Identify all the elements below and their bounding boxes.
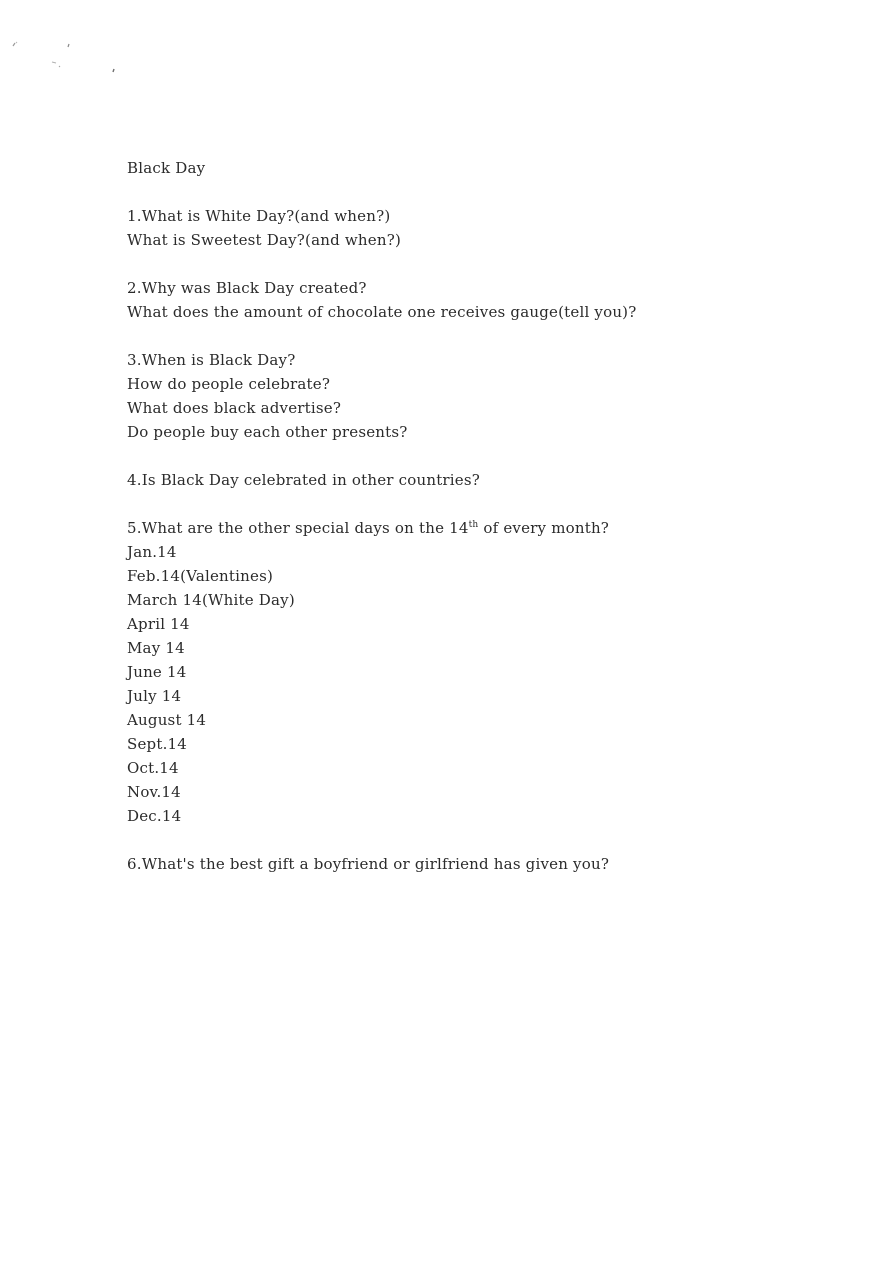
month-item: Jan.14 bbox=[127, 543, 177, 561]
question-6-line-1: 6.What's the best gift a boyfriend or girlfriend has given you? bbox=[127, 855, 610, 873]
month-item: Sept.14 bbox=[127, 735, 188, 753]
month-item: August 14 bbox=[127, 711, 207, 729]
question-5-superscript: th bbox=[468, 520, 479, 530]
month-item: April 14 bbox=[127, 615, 190, 633]
month-item: March 14(White Day) bbox=[127, 591, 295, 609]
question-5-heading bbox=[127, 516, 827, 540]
month-item: June 14 bbox=[127, 663, 187, 681]
question-3-line-2: How do people celebrate? bbox=[127, 375, 331, 393]
question-5-suffix: of every month? bbox=[478, 519, 610, 537]
month-item: July 14 bbox=[127, 687, 182, 705]
month-item: Oct.14 bbox=[127, 759, 179, 777]
document-body bbox=[127, 156, 827, 876]
question-3-line-3: What does black advertise? bbox=[127, 399, 342, 417]
question-3-line-1: 3.When is Black Day? bbox=[127, 351, 296, 369]
scan-specks bbox=[0, 0, 140, 90]
question-5-prefix: 5.What are the other special days on the 14 bbox=[127, 519, 469, 537]
month-item: May 14 bbox=[127, 639, 185, 657]
question-1-line-1: 1.What is White Day?(and when?) bbox=[127, 207, 391, 225]
question-2-line-2: What does the amount of chocolate one receives gauge(tell you)? bbox=[127, 303, 637, 321]
month-item: Nov.14 bbox=[127, 783, 181, 801]
question-1-line-2: What is Sweetest Day?(and when?) bbox=[127, 231, 401, 249]
month-item: Dec.14 bbox=[127, 807, 182, 825]
question-4-line-1: 4.Is Black Day celebrated in other countries? bbox=[127, 471, 481, 489]
question-3-line-4: Do people buy each other presents? bbox=[127, 423, 408, 441]
document-title: Black Day bbox=[127, 159, 206, 177]
month-item: Feb.14(Valentines) bbox=[127, 567, 274, 585]
question-2-line-1: 2.Why was Black Day created? bbox=[127, 279, 367, 297]
